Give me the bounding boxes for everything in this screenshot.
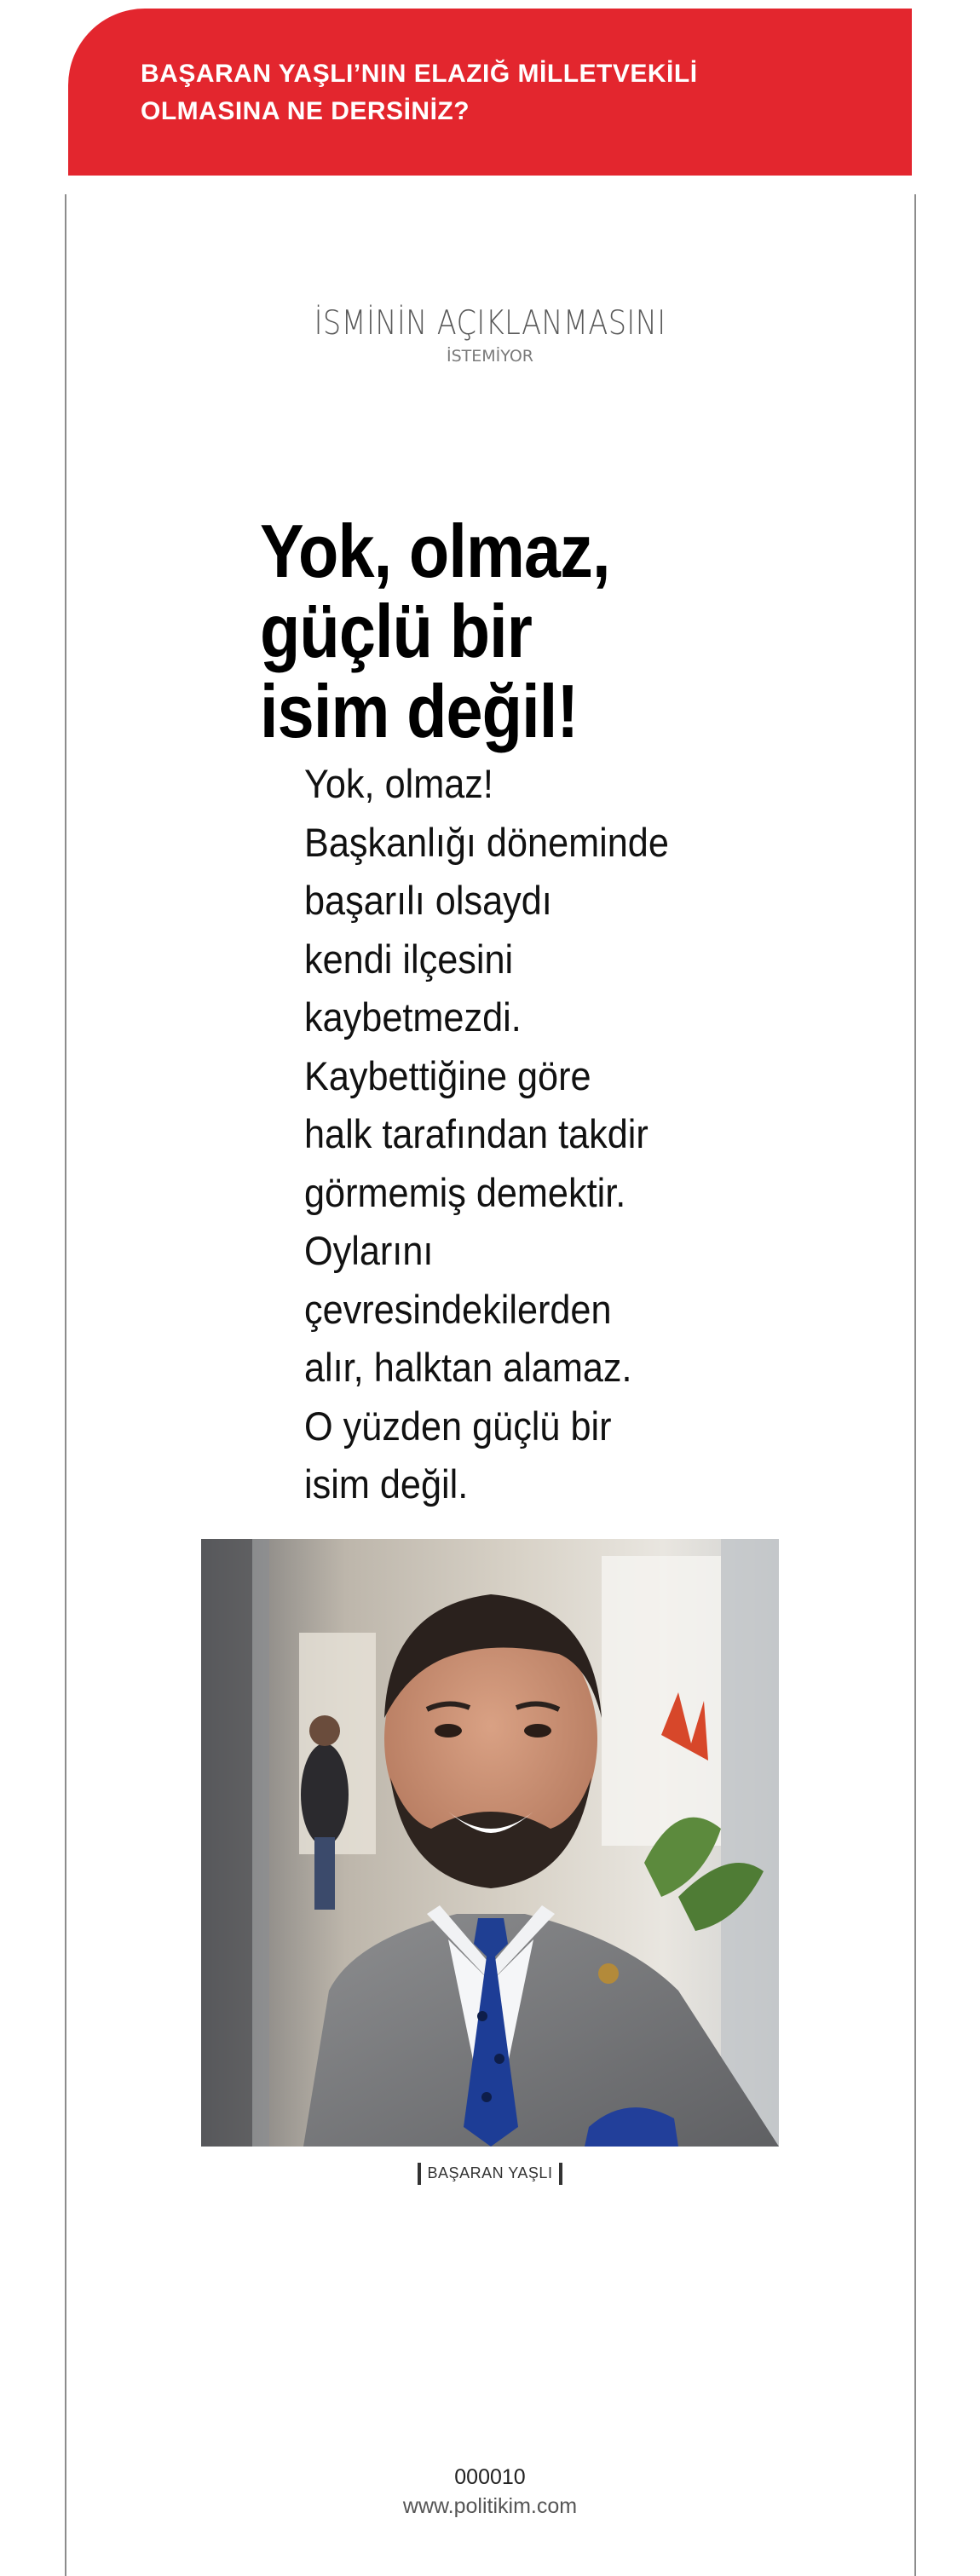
photo-caption-wrap — [0, 2160, 980, 2186]
portrait-illustration — [201, 1539, 779, 2147]
right-frame-line — [914, 194, 916, 2576]
kicker-main: İSMİNİN AÇIKLANMASINI — [314, 304, 666, 343]
footer-site-link[interactable]: www.politikim.com — [402, 2494, 578, 2518]
photo-caption: BAŞARAN YAŞLI — [427, 2164, 553, 2181]
caption-left-bar — [418, 2163, 421, 2185]
left-frame-line — [65, 194, 66, 2576]
header-banner — [68, 9, 912, 176]
footer-code: 000010 — [454, 2465, 526, 2489]
kicker — [0, 303, 980, 366]
portrait-photo — [201, 1539, 779, 2147]
caption-right-bar — [559, 2163, 562, 2185]
article-headline: Yok, olmaz, güçlü bir isim değil! — [260, 509, 610, 753]
footer — [0, 2463, 980, 2521]
header-title: BAŞARAN YAŞLI’NIN ELAZIĞ MİLLETVEKİLİ OLMASINA NE DERSİNİZ? — [141, 60, 698, 125]
article-body: Yok, olmaz! Başkanlığı döneminde başarılı olsaydı kendi ilçesini kaybetmezdi. Kaybettiğine göre halk tarafından takdir görmemiş demektir. Oylarını çevresindekilerden alır, halktan alamaz. O yüzden güçlü bir isim değil. — [304, 761, 669, 1507]
kicker-sub: İSTEMİYOR — [447, 347, 533, 366]
